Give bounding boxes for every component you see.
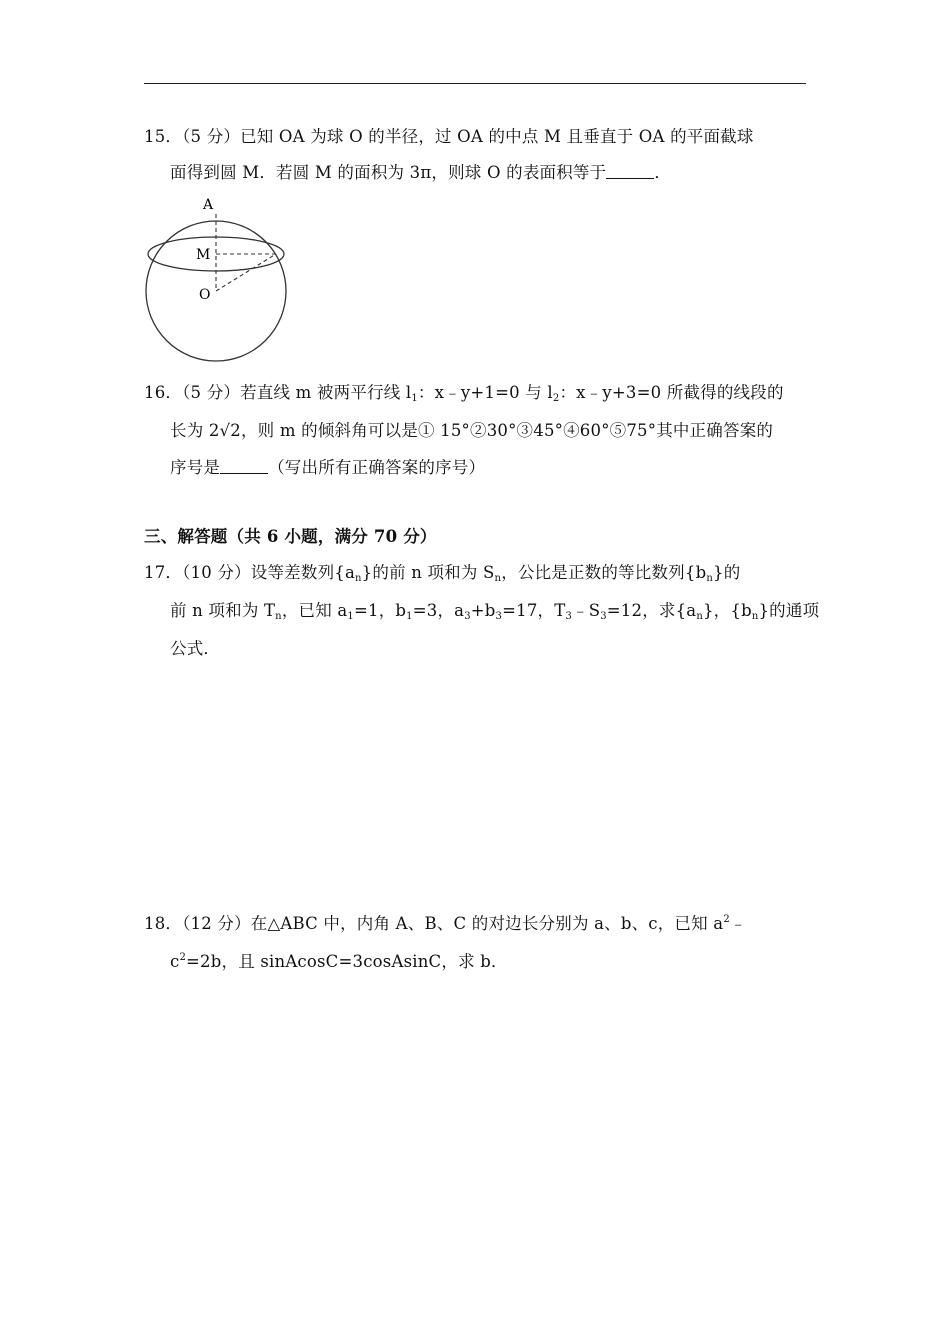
q17-text: =17，T bbox=[502, 601, 566, 620]
q17-sub: 1 bbox=[347, 611, 354, 622]
q17-sub: 3 bbox=[565, 611, 572, 622]
q17-sub: n bbox=[696, 611, 703, 622]
q16-line-3 bbox=[170, 458, 485, 478]
q17-line-2 bbox=[170, 601, 819, 621]
q16-text-1c: ：x﹣y+3=0 所截得的线段的 bbox=[559, 383, 784, 402]
q17-sub: 3 bbox=[495, 611, 503, 622]
q17-text: }的通项 bbox=[758, 601, 820, 620]
q17-text: 公式． bbox=[170, 639, 221, 658]
q15-text-2: 面得到圆 M．若圆 M 的面积为 3π，则球 O 的表面积等于 bbox=[170, 163, 607, 182]
q17-sub: n bbox=[706, 573, 713, 584]
header-rule bbox=[144, 83, 806, 84]
section-3-heading bbox=[144, 527, 437, 547]
q16-text-2a: 长为 bbox=[170, 421, 209, 440]
q17-text: }，{b bbox=[702, 601, 752, 620]
q16-text-3a: 序号是 bbox=[170, 458, 221, 477]
q18-line-1 bbox=[144, 914, 747, 934]
q17-sub: n bbox=[494, 573, 502, 584]
q17-text: =3，a bbox=[412, 601, 465, 620]
q17-sub: n bbox=[275, 611, 282, 622]
q17-text: ﹣S bbox=[572, 601, 601, 620]
q15-text-1: 15．（5 分）已知 OA 为球 O 的半径，过 OA 的中点 M 且垂直于 OA 的平面截球 bbox=[144, 127, 754, 146]
label-a: A bbox=[203, 197, 214, 213]
q16-line-2 bbox=[170, 421, 773, 441]
q17-text: =12，求{a bbox=[606, 601, 697, 620]
q17-line-3 bbox=[170, 639, 220, 659]
q16-text-2b: ，则 m 的倾斜角可以是① 15°②30°③45°④60°⑤75°其中正确答案的 bbox=[240, 421, 774, 440]
q15-line-1 bbox=[144, 127, 754, 147]
q17-sub: 3 bbox=[600, 611, 607, 622]
q17-text: 17．（10 分）设等差数列{a bbox=[144, 563, 356, 582]
q18-sup: 2 bbox=[179, 952, 187, 963]
q18-text: =2b，且 sinAcosC=3cosAsinC，求 b． bbox=[186, 952, 508, 971]
q16-sub-l2: 2 bbox=[552, 393, 560, 404]
q17-text: +b bbox=[470, 601, 496, 620]
sphere-figure bbox=[140, 194, 300, 366]
q17-text: }的前 n 项和为 S bbox=[361, 563, 495, 582]
q18-line-2 bbox=[170, 952, 508, 972]
q15-line-2 bbox=[170, 163, 671, 183]
q16-text-3b: （写出所有正确答案的序号） bbox=[268, 458, 486, 477]
label-m: M bbox=[196, 247, 211, 263]
q16-answer-blank bbox=[220, 459, 268, 474]
q17-text: 前 n 项和为 T bbox=[170, 601, 276, 620]
q17-line-1 bbox=[144, 563, 740, 583]
q17-text: ，已知 a bbox=[281, 601, 348, 620]
q16-text-1b: ：x﹣y+1=0 与 l bbox=[417, 383, 553, 402]
q16-sqrt-value: 2√2 bbox=[208, 421, 241, 440]
q17-text: =1，b bbox=[353, 601, 407, 620]
section-3-title: 三、解答题（共 6 小题，满分 70 分） bbox=[144, 527, 437, 546]
q16-line-1 bbox=[144, 383, 784, 403]
q17-sub: 1 bbox=[406, 611, 413, 622]
q17-sub: n bbox=[751, 611, 759, 622]
q15-text-2-end: ． bbox=[654, 163, 672, 182]
radius-o bbox=[216, 254, 276, 291]
q18-text: c bbox=[170, 952, 180, 971]
q16-sub-l1: 1 bbox=[411, 393, 418, 404]
q18-sup: 2 bbox=[723, 914, 730, 925]
q17-text: ，公比是正数的等比数列{b bbox=[501, 563, 707, 582]
q17-sub: n bbox=[355, 573, 362, 584]
q18-text: ﹣ bbox=[729, 914, 747, 933]
label-o: O bbox=[199, 287, 211, 303]
q17-sub: 3 bbox=[464, 611, 471, 622]
q18-text: 18．（12 分）在△ABC 中，内角 A、B、C 的对边长分别为 a、b、c，已知 a bbox=[144, 914, 724, 933]
q16-text-1a: 16．（5 分）若直线 m 被两平行线 l bbox=[144, 383, 412, 402]
q17-text: }的 bbox=[713, 563, 741, 582]
q15-answer-blank bbox=[606, 164, 654, 179]
